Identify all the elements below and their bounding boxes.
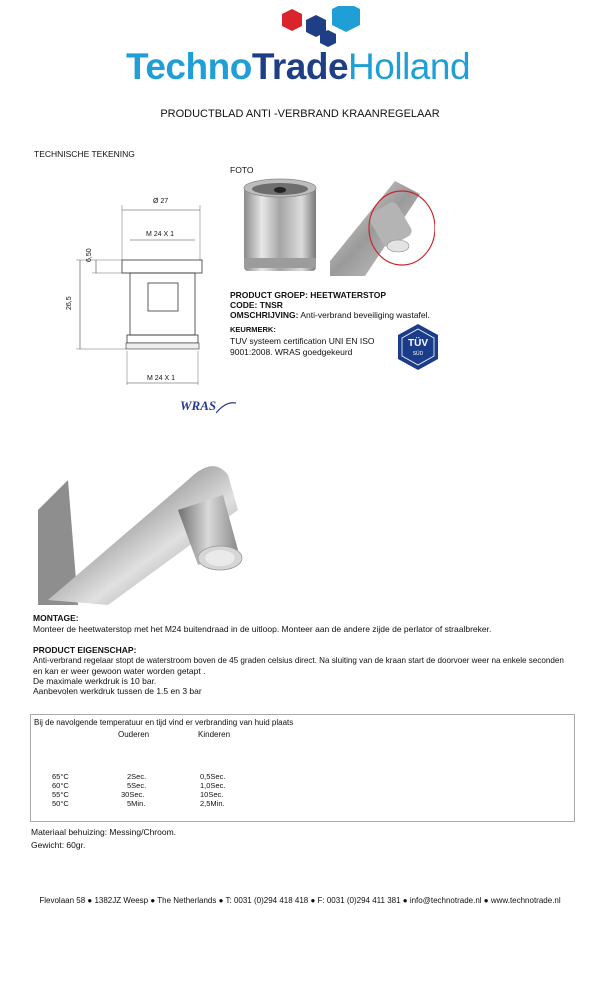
logo-trade: Trade bbox=[251, 46, 349, 87]
description-key: OMSCHRIJVING: bbox=[230, 310, 299, 320]
product-group: PRODUCT GROEP: HEETWATERSTOP bbox=[230, 290, 387, 300]
burn-table bbox=[30, 714, 575, 822]
logo-text bbox=[126, 46, 470, 88]
product-photo-tap bbox=[330, 176, 435, 276]
adults-cell: 2Sec. bbox=[127, 772, 147, 781]
description-value: Anti-verbrand beveiliging wastafel. bbox=[300, 310, 430, 320]
eigenschap-line4: Aanbevolen werkdruk tussen de 1.5 en 3 bar bbox=[33, 686, 202, 696]
adults-cell: 5Min. bbox=[127, 799, 146, 808]
company-logo bbox=[120, 6, 490, 86]
wras-swoosh-icon bbox=[216, 401, 236, 415]
product-photo-regulator bbox=[240, 176, 320, 276]
children-cell: 1,0Sec. bbox=[200, 781, 226, 790]
keurmerk-label: KEURMERK: bbox=[230, 325, 276, 334]
product-code: CODE: TNSR bbox=[230, 300, 283, 310]
dim-thread-bottom: M 24 X 1 bbox=[147, 375, 176, 382]
adults-cell: 30Sec. bbox=[121, 790, 145, 799]
adults-cell: 5Sec. bbox=[127, 781, 147, 790]
wras-logo-text: WRAS bbox=[180, 398, 217, 413]
children-cell: 0,5Sec. bbox=[200, 772, 226, 781]
dim-thread-top: M 24 X 1 bbox=[146, 231, 175, 238]
tuv-badge-sub: SÜD bbox=[412, 351, 424, 357]
dim-diameter: Ø 27 bbox=[153, 198, 169, 205]
eigenschap-line3: De maximale werkdruk is 10 bar. bbox=[33, 676, 157, 686]
column-adults: Ouderen bbox=[118, 730, 150, 739]
dim-height-total: 26,5 bbox=[66, 296, 73, 310]
eigenschap-line1: Anti-verbrand regelaar stopt de waterstroom boven de 45 graden celsius direct. Na sluiting van de kraan start de doorvoer weer na enkele seconden bbox=[33, 656, 564, 665]
wras-logo bbox=[180, 397, 240, 427]
tuv-badge-text: TÜV bbox=[408, 338, 428, 349]
keurmerk-line2: 9001:2008. WRAS goedgekeurd bbox=[230, 347, 353, 357]
eigenschap-line2: en kan er weer gewoon water worden getapt . bbox=[33, 666, 206, 676]
temp-cell: 60°C bbox=[52, 781, 69, 790]
material-line1: Materiaal behuizing: Messing/Chroom. bbox=[31, 827, 177, 837]
drawing-section-label: TECHNISCHE TEKENING bbox=[34, 149, 135, 159]
children-cell: 10Sec. bbox=[200, 790, 224, 799]
children-cell: 2,5Min. bbox=[200, 799, 225, 808]
technical-drawing bbox=[70, 185, 230, 395]
page-title: PRODUCTBLAD ANTI -VERBRAND KRAANREGELAAR bbox=[160, 108, 440, 120]
dim-height-upper: 6,50 bbox=[86, 248, 93, 262]
material-line2: Gewicht: 60gr. bbox=[31, 840, 86, 850]
montage-heading: MONTAGE: bbox=[33, 613, 79, 623]
footer-contact: Flevolaan 58 ● 1382JZ Weesp ● The Netherlands ● T: 0031 (0)294 418 418 ● F: 0031 (0)294 411 381 ● info@technotrade.nl ● www.technotrade.nl bbox=[39, 896, 561, 905]
product-description bbox=[230, 310, 430, 320]
keurmerk-line1: TUV systeem certification UNI EN ISO bbox=[230, 336, 375, 346]
column-children: Kinderen bbox=[198, 730, 231, 739]
logo-techno: Techno bbox=[126, 46, 252, 87]
temp-cell: 55°C bbox=[52, 790, 69, 799]
temp-cell: 65°C bbox=[52, 772, 69, 781]
logo-holland: Holland bbox=[348, 46, 471, 87]
eigenschap-heading: PRODUCT EIGENSCHAP: bbox=[33, 645, 137, 655]
tap-closeup-photo bbox=[38, 440, 278, 605]
montage-text: Monteer de heetwaterstop met het M24 buitendraad in de uitloop. Monteer aan de andere zijde de perlator of straalbreker. bbox=[33, 624, 492, 634]
photo-label: FOTO bbox=[230, 165, 254, 175]
temp-cell: 50°C bbox=[52, 799, 69, 808]
burn-table-intro: Bij de navolgende temperatuur en tijd vind er verbranding van huid plaats bbox=[34, 718, 294, 727]
